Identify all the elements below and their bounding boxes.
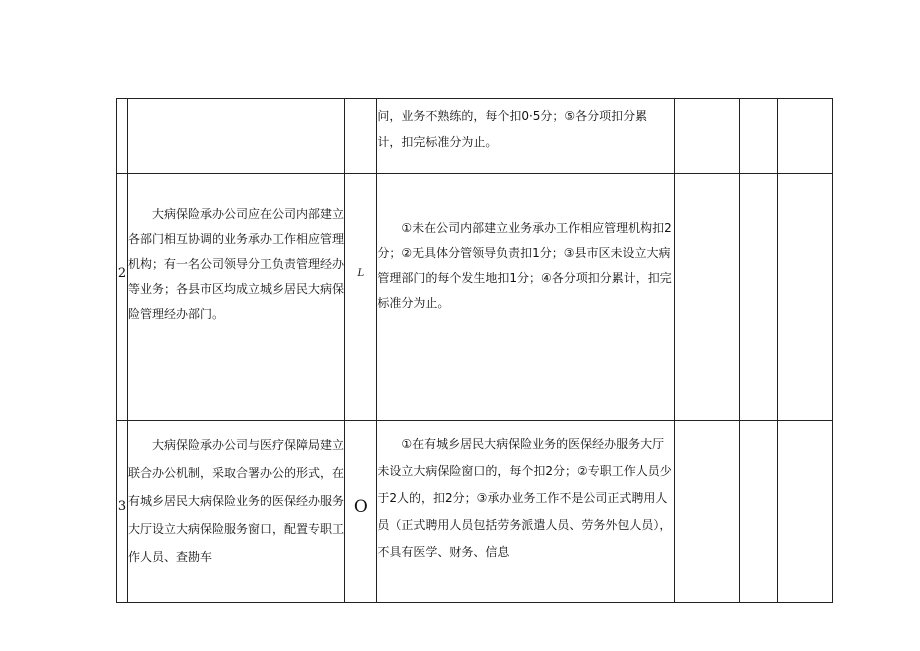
mark-cell — [345, 174, 377, 421]
empty-cell — [739, 421, 777, 603]
detail-cell — [377, 421, 674, 603]
standard-text: 大病保险承办公司与医疗保障局建立联合办公机制，采取合署办公的形式，在有城乡居民大病保险业务的医保经办服务大厅设立大病保险服务窗口，配置专职工作人员、查勘车 — [128, 438, 345, 564]
detail-text: 问，业务不熟练的，每个扣0·5分；⑤各分项扣分累计，扣完标准分为止。 — [377, 109, 648, 149]
detail-cell — [377, 174, 674, 421]
row-number: 2 — [117, 266, 127, 281]
standard-cell — [128, 421, 345, 603]
empty-cell — [674, 421, 739, 603]
empty-cell — [674, 174, 739, 421]
detail-text: ①未在公司内部建立业务承办工作相应管理机构扣2分；②无具体分管领导负责扣1分；③县市区未设立大病管理部门的每个发生地扣1分；④各分项扣分累计，扣完标准分为止。 — [377, 221, 672, 310]
row-number-cell — [117, 99, 128, 174]
empty-cell — [777, 421, 832, 603]
row-number-cell — [117, 174, 128, 421]
scoring-table — [116, 98, 833, 603]
mark: O — [353, 497, 368, 517]
mark: L — [357, 268, 365, 279]
empty-cell — [777, 99, 832, 174]
empty-cell — [674, 99, 739, 174]
empty-cell — [739, 99, 777, 174]
empty-cell — [739, 174, 777, 421]
empty-cell — [777, 174, 832, 421]
row-number: 3 — [117, 499, 127, 514]
mark-cell — [345, 99, 377, 174]
table-row — [117, 421, 833, 603]
detail-text: ①在有城乡居民大病保险业务的医保经办服务大厅未设立大病保险窗口的，每个扣2分；②专职工作人员少于2人的，扣2分；③承办业务工作不是公司正式聘用人员（正式聘用人员包括劳务派遣人员、劳务外包人员），不具有医学、财务、信息 — [377, 437, 672, 559]
standard-cell — [128, 99, 345, 174]
row-number-cell — [117, 421, 128, 603]
standard-text: 大病保险承办公司应在公司内部建立各部门相互协调的业务承办工作相应管理机构；有一名公司领导分工负责管理经办等业务；各县市区均成立城乡居民大病保险管理经办部门。 — [128, 207, 345, 321]
detail-cell — [377, 99, 674, 174]
table-row — [117, 99, 833, 174]
standard-cell — [128, 174, 345, 421]
mark-cell — [345, 421, 377, 603]
table-row — [117, 174, 833, 421]
